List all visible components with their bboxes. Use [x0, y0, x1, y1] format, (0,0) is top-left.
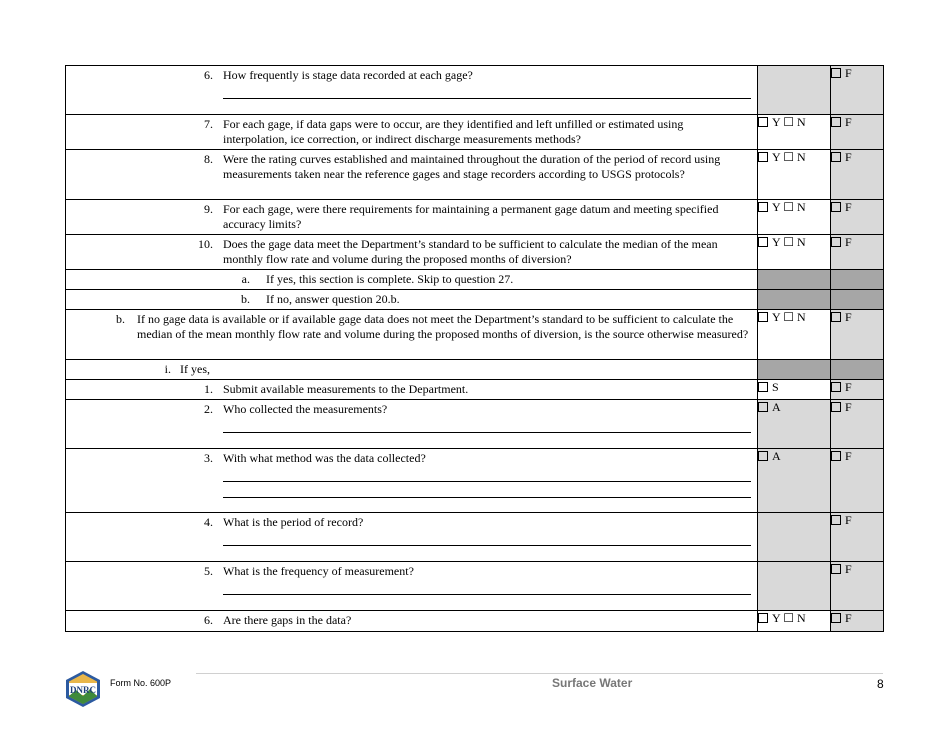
footer-divider [196, 673, 883, 674]
question-item [66, 235, 757, 269]
answer-line[interactable] [223, 482, 751, 498]
flag-cell[interactable] [831, 200, 884, 235]
shaded-cell [758, 66, 831, 115]
question-number: 9. [204, 202, 213, 216]
flag-label: F [845, 400, 852, 414]
response-label: A [772, 449, 781, 463]
question-row [66, 513, 884, 562]
flag-label: F [845, 380, 852, 394]
sub-row [66, 270, 884, 290]
flag-label: F [845, 150, 852, 164]
flag-cell[interactable] [831, 449, 884, 513]
response-label: Y ☐ N [772, 200, 806, 214]
question-cell [66, 270, 758, 290]
question-item [66, 449, 757, 500]
question-row [66, 66, 884, 115]
checkbox-icon[interactable] [831, 237, 841, 247]
flag-label: F [845, 310, 852, 324]
question-number: b. [241, 292, 250, 306]
answer-line[interactable] [223, 530, 751, 546]
dnrc-logo-icon [64, 670, 102, 708]
question-row [66, 200, 884, 235]
question-item [66, 310, 757, 344]
checkbox-icon[interactable] [831, 613, 841, 623]
shaded-cell [758, 360, 831, 380]
shaded-cell [831, 290, 884, 310]
checkbox-icon[interactable] [831, 451, 841, 461]
flag-cell[interactable] [831, 310, 884, 360]
question-item [66, 200, 757, 234]
flag-label: F [845, 235, 852, 249]
flag-cell[interactable] [831, 611, 884, 632]
shaded-cell [758, 270, 831, 290]
response-label: A [772, 400, 781, 414]
question-text: How frequently is stage data recorded at each gage? [223, 68, 473, 82]
flag-label: F [845, 562, 852, 576]
question-cell [66, 310, 758, 360]
question-row [66, 115, 884, 150]
checkbox-icon[interactable] [758, 117, 768, 127]
response-label: Y ☐ N [772, 115, 806, 129]
response-label: Y ☐ N [772, 611, 806, 625]
page-footer [0, 660, 950, 720]
question-row [66, 562, 884, 611]
checkbox-icon[interactable] [758, 152, 768, 162]
response-label: Y ☐ N [772, 235, 806, 249]
question-item [66, 115, 757, 149]
checkbox-icon[interactable] [831, 564, 841, 574]
question-number: 6. [204, 613, 213, 627]
question-number: 2. [204, 402, 213, 416]
question-row [66, 310, 884, 360]
flag-label: F [845, 200, 852, 214]
question-row [66, 380, 884, 400]
question-item [66, 270, 757, 289]
question-cell [66, 115, 758, 150]
checkbox-icon[interactable] [831, 382, 841, 392]
checkbox-icon[interactable] [758, 402, 768, 412]
page-number: 8 [877, 677, 884, 691]
question-text: Were the rating curves established and maintained throughout the duration of the period of record using measurements taken near the reference gages and stage recorders according to USGS protocols? [223, 152, 721, 181]
question-row [66, 150, 884, 200]
question-number: 7. [204, 117, 213, 131]
question-row [66, 611, 884, 632]
answer-line[interactable] [223, 579, 751, 595]
svg-text:DNRC: DNRC [70, 685, 96, 695]
question-cell [66, 290, 758, 310]
question-text: With what method was the data collected? [223, 451, 426, 465]
checkbox-icon[interactable] [831, 68, 841, 78]
question-text: Who collected the measurements? [223, 402, 388, 416]
question-number: 10. [198, 237, 213, 251]
question-row [66, 235, 884, 270]
question-cell [66, 562, 758, 611]
question-text: What is the frequency of measurement? [223, 564, 414, 578]
flag-cell[interactable] [831, 380, 884, 400]
question-number: a. [241, 272, 250, 286]
response-cell[interactable] [758, 310, 831, 360]
response-cell[interactable] [758, 235, 831, 270]
shaded-cell [758, 290, 831, 310]
response-label: Y ☐ N [772, 150, 806, 164]
question-text: For each gage, were there requirements for maintaining a permanent gage datum and meeting specified accuracy limits? [223, 202, 719, 231]
flag-label: F [845, 449, 852, 463]
question-item [66, 360, 757, 379]
question-row [66, 400, 884, 449]
response-label: S [772, 380, 779, 394]
sub-row [66, 360, 884, 380]
flag-cell[interactable] [831, 562, 884, 611]
flag-label: F [845, 66, 852, 80]
question-cell [66, 235, 758, 270]
shaded-cell [831, 360, 884, 380]
question-item [66, 290, 757, 309]
checkbox-icon[interactable] [758, 237, 768, 247]
question-item [66, 400, 757, 435]
question-cell [66, 449, 758, 513]
flag-cell[interactable] [831, 115, 884, 150]
flag-cell[interactable] [831, 66, 884, 115]
question-text: Submit available measurements to the Department. [223, 382, 469, 396]
flag-label: F [845, 611, 852, 625]
question-text: If no, answer question 20.b. [266, 292, 400, 306]
response-cell[interactable] [758, 115, 831, 150]
question-text: If yes, this section is complete. Skip to question 27. [266, 272, 514, 286]
question-item [66, 611, 757, 630]
checkbox-icon[interactable] [758, 312, 768, 322]
question-number: 1. [204, 382, 213, 396]
question-number: 8. [204, 152, 213, 166]
checkbox-icon[interactable] [831, 515, 841, 525]
checkbox-icon[interactable] [831, 202, 841, 212]
checkbox-icon[interactable] [758, 382, 768, 392]
shaded-cell [758, 562, 831, 611]
question-cell [66, 513, 758, 562]
question-item [66, 513, 757, 548]
question-text: What is the period of record? [223, 515, 364, 529]
shaded-cell [758, 513, 831, 562]
question-item [66, 66, 757, 101]
response-cell[interactable] [758, 150, 831, 200]
response-label: Y ☐ N [772, 310, 806, 324]
response-cell[interactable] [758, 611, 831, 632]
response-cell[interactable] [758, 380, 831, 400]
footer-title: Surface Water [552, 676, 633, 690]
answer-line[interactable] [223, 466, 751, 482]
flag-label: F [845, 115, 852, 129]
question-row [66, 449, 884, 513]
response-cell[interactable] [758, 200, 831, 235]
flag-cell[interactable] [831, 513, 884, 562]
answer-line[interactable] [223, 83, 751, 99]
shaded-cell [831, 270, 884, 290]
question-text: Does the gage data meet the Department’s standard to be sufficient to calculate the median of the mean monthly flow rate and volume during the proposed months of diversion? [223, 237, 718, 266]
question-cell [66, 200, 758, 235]
question-cell [66, 66, 758, 115]
question-item [66, 380, 757, 399]
question-text: Are there gaps in the data? [223, 613, 352, 627]
question-cell [66, 380, 758, 400]
response-cell[interactable] [758, 449, 831, 513]
flag-cell[interactable] [831, 235, 884, 270]
flag-cell[interactable] [831, 150, 884, 200]
checkbox-icon[interactable] [758, 451, 768, 461]
flag-label: F [845, 513, 852, 527]
sub-row [66, 290, 884, 310]
checklist-table [65, 65, 884, 632]
flag-cell[interactable] [831, 400, 884, 449]
form-number: Form No. 600P [110, 678, 172, 688]
question-cell [66, 150, 758, 200]
checkbox-icon[interactable] [758, 202, 768, 212]
response-cell[interactable] [758, 400, 831, 449]
checkbox-icon[interactable] [758, 613, 768, 623]
question-number: 6. [204, 68, 213, 82]
question-number: 3. [204, 451, 213, 465]
question-number: i. [164, 362, 171, 376]
question-text: If no gage data is available or if available gage data does not meet the Department’s standard to be sufficient to calculate the median of the mean monthly flow rate and volume during the proposed months of diversion, is the source otherwise measured? [137, 312, 749, 341]
question-number: 5. [204, 564, 213, 578]
question-cell [66, 400, 758, 449]
question-item [66, 562, 757, 597]
checkbox-icon[interactable] [831, 117, 841, 127]
checkbox-icon[interactable] [831, 152, 841, 162]
checkbox-icon[interactable] [831, 402, 841, 412]
checkbox-icon[interactable] [831, 312, 841, 322]
question-text: If yes, [180, 362, 210, 376]
question-item [66, 150, 757, 184]
answer-line[interactable] [223, 417, 751, 433]
question-cell [66, 611, 758, 632]
question-cell [66, 360, 758, 380]
question-number: 4. [204, 515, 213, 529]
question-text: For each gage, if data gaps were to occur, are they identified and left unfilled or estimated using interpolation, ice correction, or indirect discharge measurements methods? [223, 117, 684, 146]
question-number: b. [116, 312, 125, 326]
